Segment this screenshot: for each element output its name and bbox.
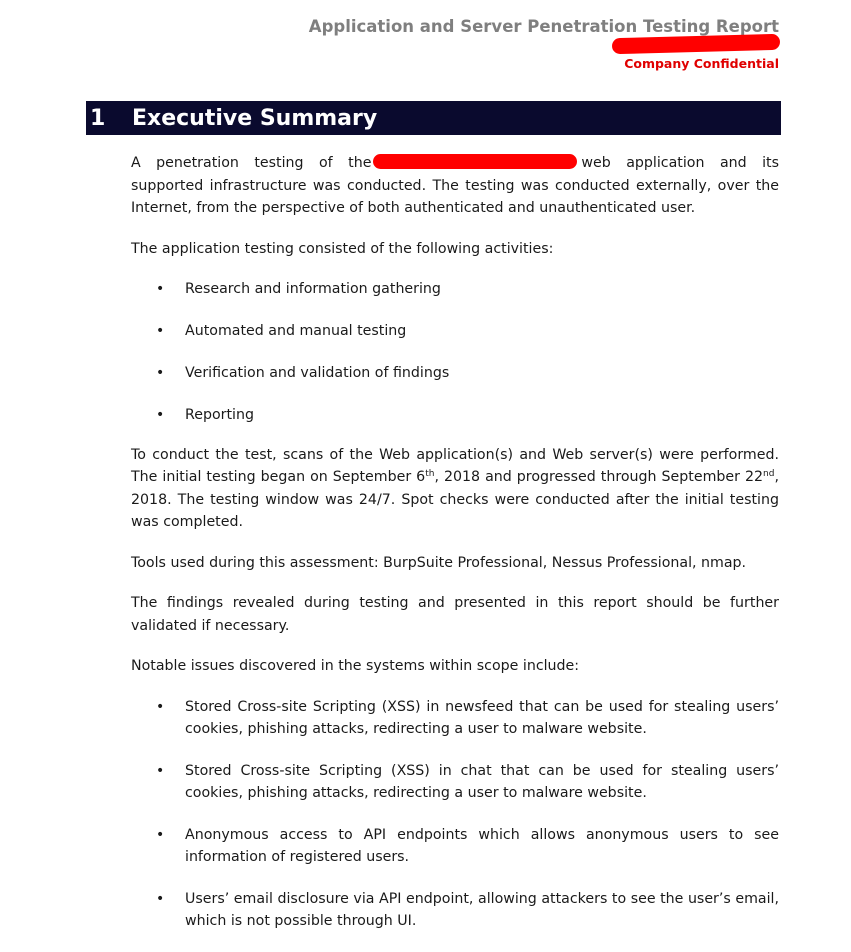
tools-paragraph: Tools used during this assessment: BurpSuite Professional, Nessus Professional, nmap. <box>131 554 747 571</box>
bullet-icon: • <box>156 323 165 339</box>
conduct-text-1: To conduct the test, scans of the Web application(s) and Web server(s) were performed. The initial testing began on September 6 <box>131 446 779 485</box>
confidential-label: Company Confidential <box>624 56 779 71</box>
bullet-icon: • <box>156 698 165 715</box>
issues-list <box>131 696 779 933</box>
activity-text: Reporting <box>185 407 254 423</box>
bullet-icon: • <box>156 762 165 779</box>
report-header-title: Application and Server Penetration Testing Report <box>308 17 779 36</box>
list-item <box>131 404 779 427</box>
section-heading-bar <box>86 101 781 135</box>
activity-text: Automated and manual testing <box>185 323 407 339</box>
list-item <box>131 888 779 933</box>
issue-text: Stored Cross-site Scripting (XSS) in newsfeed that can be used for stealing users’ cookies, phishing attacks, redirecting a user to malware website. <box>185 698 779 737</box>
issues-intro: Notable issues discovered in the systems within scope include: <box>131 658 580 674</box>
bullet-icon: • <box>156 407 165 423</box>
list-item <box>131 362 779 385</box>
section-title: Executive Summary <box>132 105 378 131</box>
issue-text: Anonymous access to API endpoints which allows anonymous users to see information of registered users. <box>185 826 779 865</box>
ordinal-suffix: th <box>425 469 435 479</box>
list-item <box>131 824 779 869</box>
redaction-mark-header <box>612 34 780 54</box>
findings-note-paragraph: The findings revealed during testing and presented in this report should be further validated if necessary. <box>131 595 779 634</box>
intro-paragraph <box>131 152 779 220</box>
list-item <box>131 320 779 343</box>
activity-text: Verification and validation of findings <box>185 365 450 381</box>
issue-text: Users’ email disclosure via API endpoint, allowing attackers to see the user’s email, which is not possible through UI. <box>185 890 779 929</box>
document-body <box>131 152 779 952</box>
intro-text-start: A penetration testing of the <box>131 155 372 171</box>
conduct-paragraph <box>131 444 779 534</box>
section-number: 1 <box>90 105 106 131</box>
conduct-text-3: , 2018. The testing window was 24/7. Spot checks were conducted after the initial testing was completed. <box>131 469 779 530</box>
activities-list <box>131 278 779 427</box>
bullet-icon: • <box>156 826 165 843</box>
list-item <box>131 278 779 301</box>
redaction-mark-inline <box>373 154 577 169</box>
activities-intro: The application testing consisted of the following activities: <box>131 240 554 257</box>
ordinal-suffix: nd <box>763 469 775 479</box>
list-item <box>131 696 779 741</box>
bullet-icon: • <box>156 281 165 297</box>
intro-text-end: web application and its supported infrastructure was conducted. The testing was conducted externally, over the Internet, from the perspective of both authenticated and unauthenticated user. <box>131 155 779 216</box>
bullet-icon: • <box>156 890 165 907</box>
bullet-icon: • <box>156 365 165 381</box>
issue-text: Stored Cross-site Scripting (XSS) in chat that can be used for stealing users’ cookies, phishing attacks, redirecting a user to malware website. <box>185 762 779 801</box>
conduct-text-2: , 2018 and progressed through September 22 <box>434 469 764 485</box>
list-item <box>131 760 779 805</box>
activity-text: Research and information gathering <box>185 281 441 297</box>
